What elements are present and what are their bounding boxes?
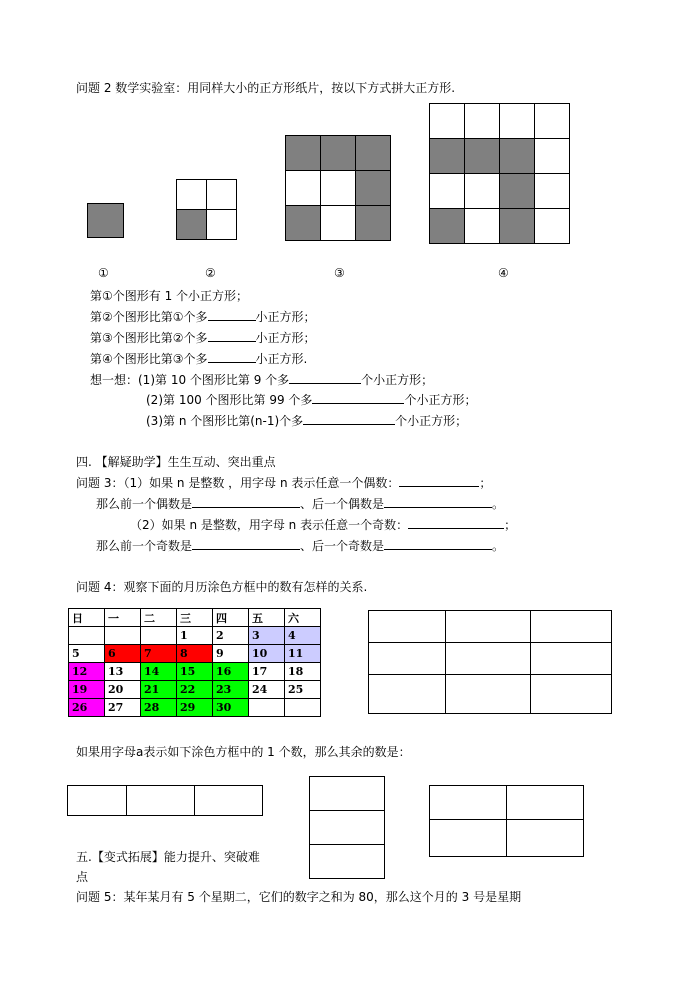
calendar-cell: 1: [177, 627, 213, 645]
section5-heading: 五.【变式拓展】能力提升、突破难: [76, 850, 260, 864]
calendar-cell: 27: [105, 699, 141, 717]
answer-blank[interactable]: [384, 495, 492, 508]
answer-blank[interactable]: [192, 537, 300, 550]
calendar-cell: 29: [177, 699, 213, 717]
figure-4: [429, 103, 570, 244]
calendar-cell: 11: [285, 645, 321, 663]
q2-line3-text: 第③个图形比第②个多: [90, 331, 208, 345]
calendar-cell: [69, 627, 105, 645]
calendar-cell: 16: [213, 663, 249, 681]
calendar-header-row: [69, 609, 321, 627]
calendar-cell: 26: [69, 699, 105, 717]
figure-3: [285, 135, 391, 241]
calendar-cell: 25: [285, 681, 321, 699]
calendar-cell: 28: [141, 699, 177, 717]
answer-blank[interactable]: [303, 412, 395, 425]
q2-line2-suffix: 小正方形；: [255, 310, 316, 324]
answer-box-column: [309, 776, 385, 879]
calendar-row: [69, 681, 321, 699]
q2-think3: [146, 412, 467, 429]
answer-blank[interactable]: [289, 371, 361, 384]
q2-line4-text: 第④个图形比第③个多: [90, 352, 208, 366]
answer-blank[interactable]: [192, 495, 300, 508]
q4-title: 问题 4：观察下面的月历涂色方框中的数有怎样的关系.: [76, 580, 368, 594]
figure-label-2: ②: [205, 266, 216, 280]
q3-line1-text: 问题 3：（1）如果 n 是整数 ，用字母 n 表示任意一个偶数：: [76, 476, 400, 490]
q2-think3-text: (3)第 n 个图形比第(n-1)个多: [146, 414, 304, 428]
calendar-header: 五: [249, 609, 285, 627]
q2-think3-suffix: 个小正方形；: [395, 414, 468, 428]
q2-line1: 第①个图形有 1 个小正方形；: [90, 289, 249, 303]
figure-label-4: ④: [498, 266, 509, 280]
calendar-table: [68, 608, 321, 717]
q2-think2: [146, 391, 476, 408]
calendar-cell: 14: [141, 663, 177, 681]
calendar-cell: [285, 699, 321, 717]
figure-label-3: ③: [334, 266, 345, 280]
answer-blank[interactable]: [208, 308, 256, 321]
answer-blank[interactable]: [208, 329, 256, 342]
calendar-cell: 8: [177, 645, 213, 663]
q3-line1-suffix: ；: [479, 476, 492, 490]
q3-line1: [76, 474, 491, 491]
calendar-cell: 4: [285, 627, 321, 645]
calendar-cell: 10: [249, 645, 285, 663]
calendar-cell: [105, 627, 141, 645]
q3-line4-mid: 、后一个奇数是: [300, 539, 385, 553]
calendar-header: 日: [69, 609, 105, 627]
q3-line4: [96, 537, 504, 554]
q3-line4-suffix: 。: [492, 539, 505, 553]
q2-line4: [90, 350, 307, 367]
figure-label-1: ①: [98, 266, 109, 280]
q3-line2: [96, 495, 504, 512]
q3-line3: [130, 516, 516, 533]
figure-2: [176, 179, 237, 240]
figure-1: [87, 203, 124, 238]
calendar-cell: 20: [105, 681, 141, 699]
calendar-row: [69, 627, 321, 645]
q2-title: 问题 2 数学实验室：用同样大小的正方形纸片，按以下方式拼大正方形.: [76, 81, 456, 95]
calendar-cell: 6: [105, 645, 141, 663]
answer-blank[interactable]: [384, 537, 492, 550]
calendar-cell: 5: [69, 645, 105, 663]
q2-line2: [90, 308, 316, 325]
section5-heading-cont: 点: [76, 870, 89, 884]
calendar-header: 四: [213, 609, 249, 627]
calendar-header: 六: [285, 609, 321, 627]
calendar-cell: 12: [69, 663, 105, 681]
q2-line4-suffix: 小正方形.: [255, 352, 308, 366]
q2-think2-suffix: 个小正方形；: [404, 393, 477, 407]
calendar-cell: 19: [69, 681, 105, 699]
calendar-cell: 21: [141, 681, 177, 699]
q3-line2-text: 那么前一个偶数是: [96, 497, 193, 511]
calendar-cell: 7: [141, 645, 177, 663]
q2-think1: [90, 371, 433, 388]
q3-line4-text: 那么前一个奇数是: [96, 539, 193, 553]
answer-blank[interactable]: [208, 350, 256, 363]
calendar-cell: 30: [213, 699, 249, 717]
calendar-header: 三: [177, 609, 213, 627]
q2-line2-text: 第②个图形比第①个多: [90, 310, 208, 324]
letter-line: 如果用字母a表示如下涂色方框中的 1 个数，那么其余的数是：: [76, 745, 411, 759]
answer-box-row: [67, 785, 263, 816]
calendar-cell: 22: [177, 681, 213, 699]
calendar-cell: [249, 699, 285, 717]
q2-think1-text: 想一想：(1)第 10 个图形比第 9 个多: [90, 373, 290, 387]
calendar-cell: 18: [285, 663, 321, 681]
calendar-cell: 2: [213, 627, 249, 645]
calendar-cell: 23: [213, 681, 249, 699]
q3-line2-mid: 、后一个偶数是: [300, 497, 385, 511]
answer-box-2x2: [429, 785, 584, 857]
calendar-cell: 17: [249, 663, 285, 681]
calendar-cell: 24: [249, 681, 285, 699]
calendar-row: [69, 663, 321, 681]
q5-text: 问题 5：某年某月有 5 个星期二，它们的数字之和为 80，那么这个月的 3 号是星期: [76, 890, 522, 904]
q3-line3-text: （2）如果 n 是整数，用字母 n 表示任意一个奇数：: [130, 518, 409, 532]
q2-line3-suffix: 小正方形；: [255, 331, 316, 345]
calendar-header: 二: [141, 609, 177, 627]
answer-blank[interactable]: [399, 474, 479, 487]
calendar-cell: [141, 627, 177, 645]
answer-blank[interactable]: [312, 391, 404, 404]
q3-line3-suffix: ；: [504, 518, 517, 532]
calendar-cell: 9: [213, 645, 249, 663]
calendar-header: 一: [105, 609, 141, 627]
calendar-cell: 15: [177, 663, 213, 681]
calendar-cell: 13: [105, 663, 141, 681]
empty-grid-3x3: [368, 610, 612, 714]
calendar-row: [69, 699, 321, 717]
q2-think1-suffix: 个小正方形；: [361, 373, 434, 387]
calendar-cell: 3: [249, 627, 285, 645]
q3-line2-suffix: 。: [492, 497, 505, 511]
answer-blank[interactable]: [408, 516, 504, 529]
q2-line3: [90, 329, 316, 346]
q2-think2-text: (2)第 100 个图形比第 99 个多: [146, 393, 313, 407]
calendar-row: [69, 645, 321, 663]
section4-heading: 四. 【解疑助学】生生互动、突出重点: [76, 455, 276, 469]
